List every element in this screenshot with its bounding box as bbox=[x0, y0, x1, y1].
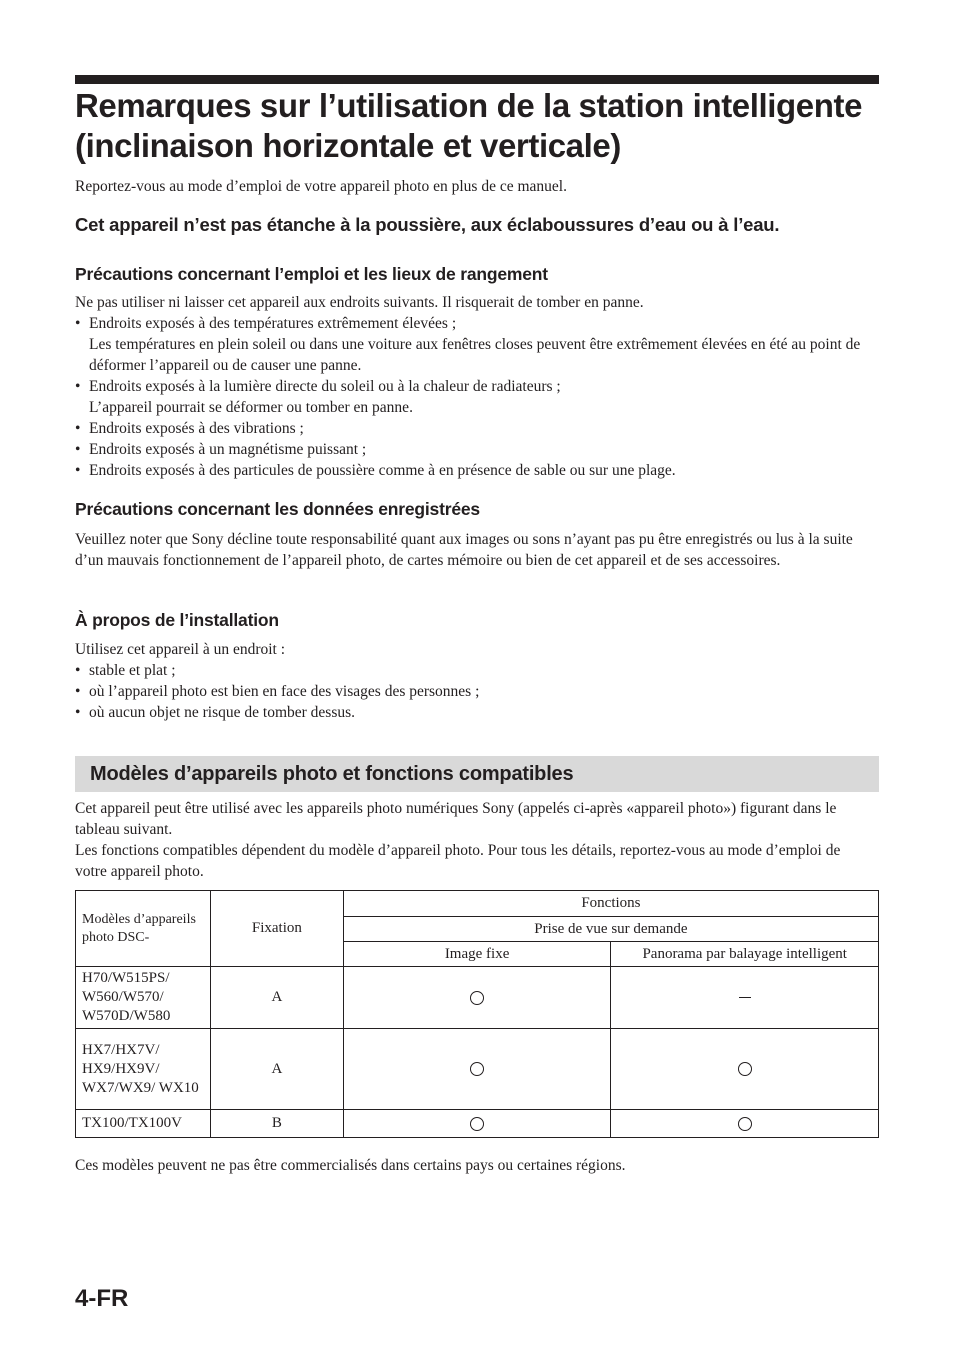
storage-list bbox=[75, 313, 875, 481]
list-item: • où aucun objet ne risque de tomber dessus. bbox=[75, 702, 875, 723]
list-item: • Endroits exposés à des vibrations ; bbox=[75, 418, 875, 439]
list-item-detail: L’appareil pourrait se déformer ou tomber en panne. bbox=[89, 399, 413, 416]
circle-icon bbox=[470, 1062, 484, 1076]
page-number: 4-FR bbox=[75, 1285, 129, 1312]
header-image-fixe: Image fixe bbox=[343, 942, 611, 967]
circle-icon bbox=[470, 1117, 484, 1131]
title-rule bbox=[75, 75, 879, 84]
install-list bbox=[75, 660, 875, 723]
models-heading: Modèles d’appareils photo et fonctions compatibles bbox=[90, 763, 574, 785]
compatibility-table bbox=[75, 890, 879, 1138]
install-lead: Utilisez cet appareil à un endroit : bbox=[75, 641, 286, 658]
storage-lead: Ne pas utiliser ni laisser cet appareil aux endroits suivants. Il risquerait de tomber en panne. bbox=[75, 294, 644, 311]
cell-fixation: A bbox=[210, 967, 343, 1029]
table-row bbox=[76, 1110, 879, 1138]
storage-heading: Précautions concernant l’emploi et les lieux de rangement bbox=[75, 264, 548, 284]
table-row bbox=[76, 967, 879, 1029]
list-item-text: Endroits exposés à la lumière directe du soleil ou à la chaleur de radiateurs ; bbox=[89, 378, 561, 395]
data-heading: Précautions concernant les données enregistrées bbox=[75, 499, 480, 519]
list-item: • où l’appareil photo est bien en face des visages des personnes ; bbox=[75, 681, 875, 702]
header-models: Modèles d’appareils photo DSC- bbox=[76, 891, 211, 967]
list-item-text: Endroits exposés à des températures extrêmement élevées ; bbox=[89, 315, 457, 332]
circle-icon bbox=[738, 1062, 752, 1076]
models-para-2: Les fonctions compatibles dépendent du modèle d’appareil photo. Pour tous les détails, reportez-vous au mode d’emploi de votre appareil photo. bbox=[75, 842, 841, 880]
models-section-band bbox=[75, 756, 879, 792]
header-fixation: Fixation bbox=[210, 891, 343, 967]
warning-heading: Cet appareil n’est pas étanche à la poussière, aux éclaboussures d’eau ou à l’eau. bbox=[75, 214, 780, 235]
cell-image-fixe bbox=[343, 1029, 611, 1110]
header-panorama: Panorama par balayage intelligent bbox=[611, 942, 879, 967]
list-item: • Endroits exposés à des particules de poussière comme à en présence de sable ou sur une plage. bbox=[75, 460, 875, 481]
cell-model: TX100/TX100V bbox=[76, 1110, 211, 1138]
cell-image-fixe bbox=[343, 1110, 611, 1138]
list-item-detail: Les températures en plein soleil ou dans une voiture aux fenêtres closes peuvent être extrêmement élevées en été au point de déformer l’appareil ou de causer une panne. bbox=[89, 336, 861, 374]
header-functions: Fonctions bbox=[343, 891, 878, 917]
install-heading: À propos de l’installation bbox=[75, 610, 279, 630]
footnote: Ces modèles peuvent ne pas être commercialisés dans certains pays ou certaines régions. bbox=[75, 1157, 626, 1174]
list-item: • stable et plat ; bbox=[75, 660, 875, 681]
cell-image-fixe bbox=[343, 967, 611, 1029]
cell-model: HX7/HX7V/ HX9/HX9V/ WX7/WX9/ WX10 bbox=[76, 1029, 211, 1110]
cell-fixation: B bbox=[210, 1110, 343, 1138]
data-body: Veuillez noter que Sony décline toute responsabilité quant aux images ou sons n’ayant pas pu être enregistrés ou lus à la suite d’un mauvais fonctionnement de l’appareil photo, de cartes mémoire ou bien de cet appareil et de ses accessoires. bbox=[75, 531, 853, 569]
intro-text: Reportez-vous au mode d’emploi de votre appareil photo en plus de ce manuel. bbox=[75, 178, 567, 195]
models-para-1: Cet appareil peut être utilisé avec les appareils photo numériques Sony (appelés ci-après «appareil photo») figurant dans le tableau suivant. bbox=[75, 800, 837, 838]
list-item bbox=[75, 313, 875, 376]
cell-fixation: A bbox=[210, 1029, 343, 1110]
cell-model: H70/W515PS/ W560/W570/ W570D/W580 bbox=[76, 967, 211, 1029]
list-item bbox=[75, 376, 875, 418]
circle-icon bbox=[738, 1117, 752, 1131]
cell-panorama bbox=[611, 1110, 879, 1138]
list-item: • Endroits exposés à un magnétisme puissant ; bbox=[75, 439, 875, 460]
table-row bbox=[76, 1029, 879, 1110]
cell-panorama bbox=[611, 967, 879, 1029]
dash-icon bbox=[739, 997, 751, 999]
header-prise: Prise de vue sur demande bbox=[343, 917, 878, 942]
cell-panorama bbox=[611, 1029, 879, 1110]
page-title: Remarques sur l’utilisation de la station intelligente (inclinaison horizontale et verticale) bbox=[75, 87, 863, 164]
circle-icon bbox=[470, 991, 484, 1005]
